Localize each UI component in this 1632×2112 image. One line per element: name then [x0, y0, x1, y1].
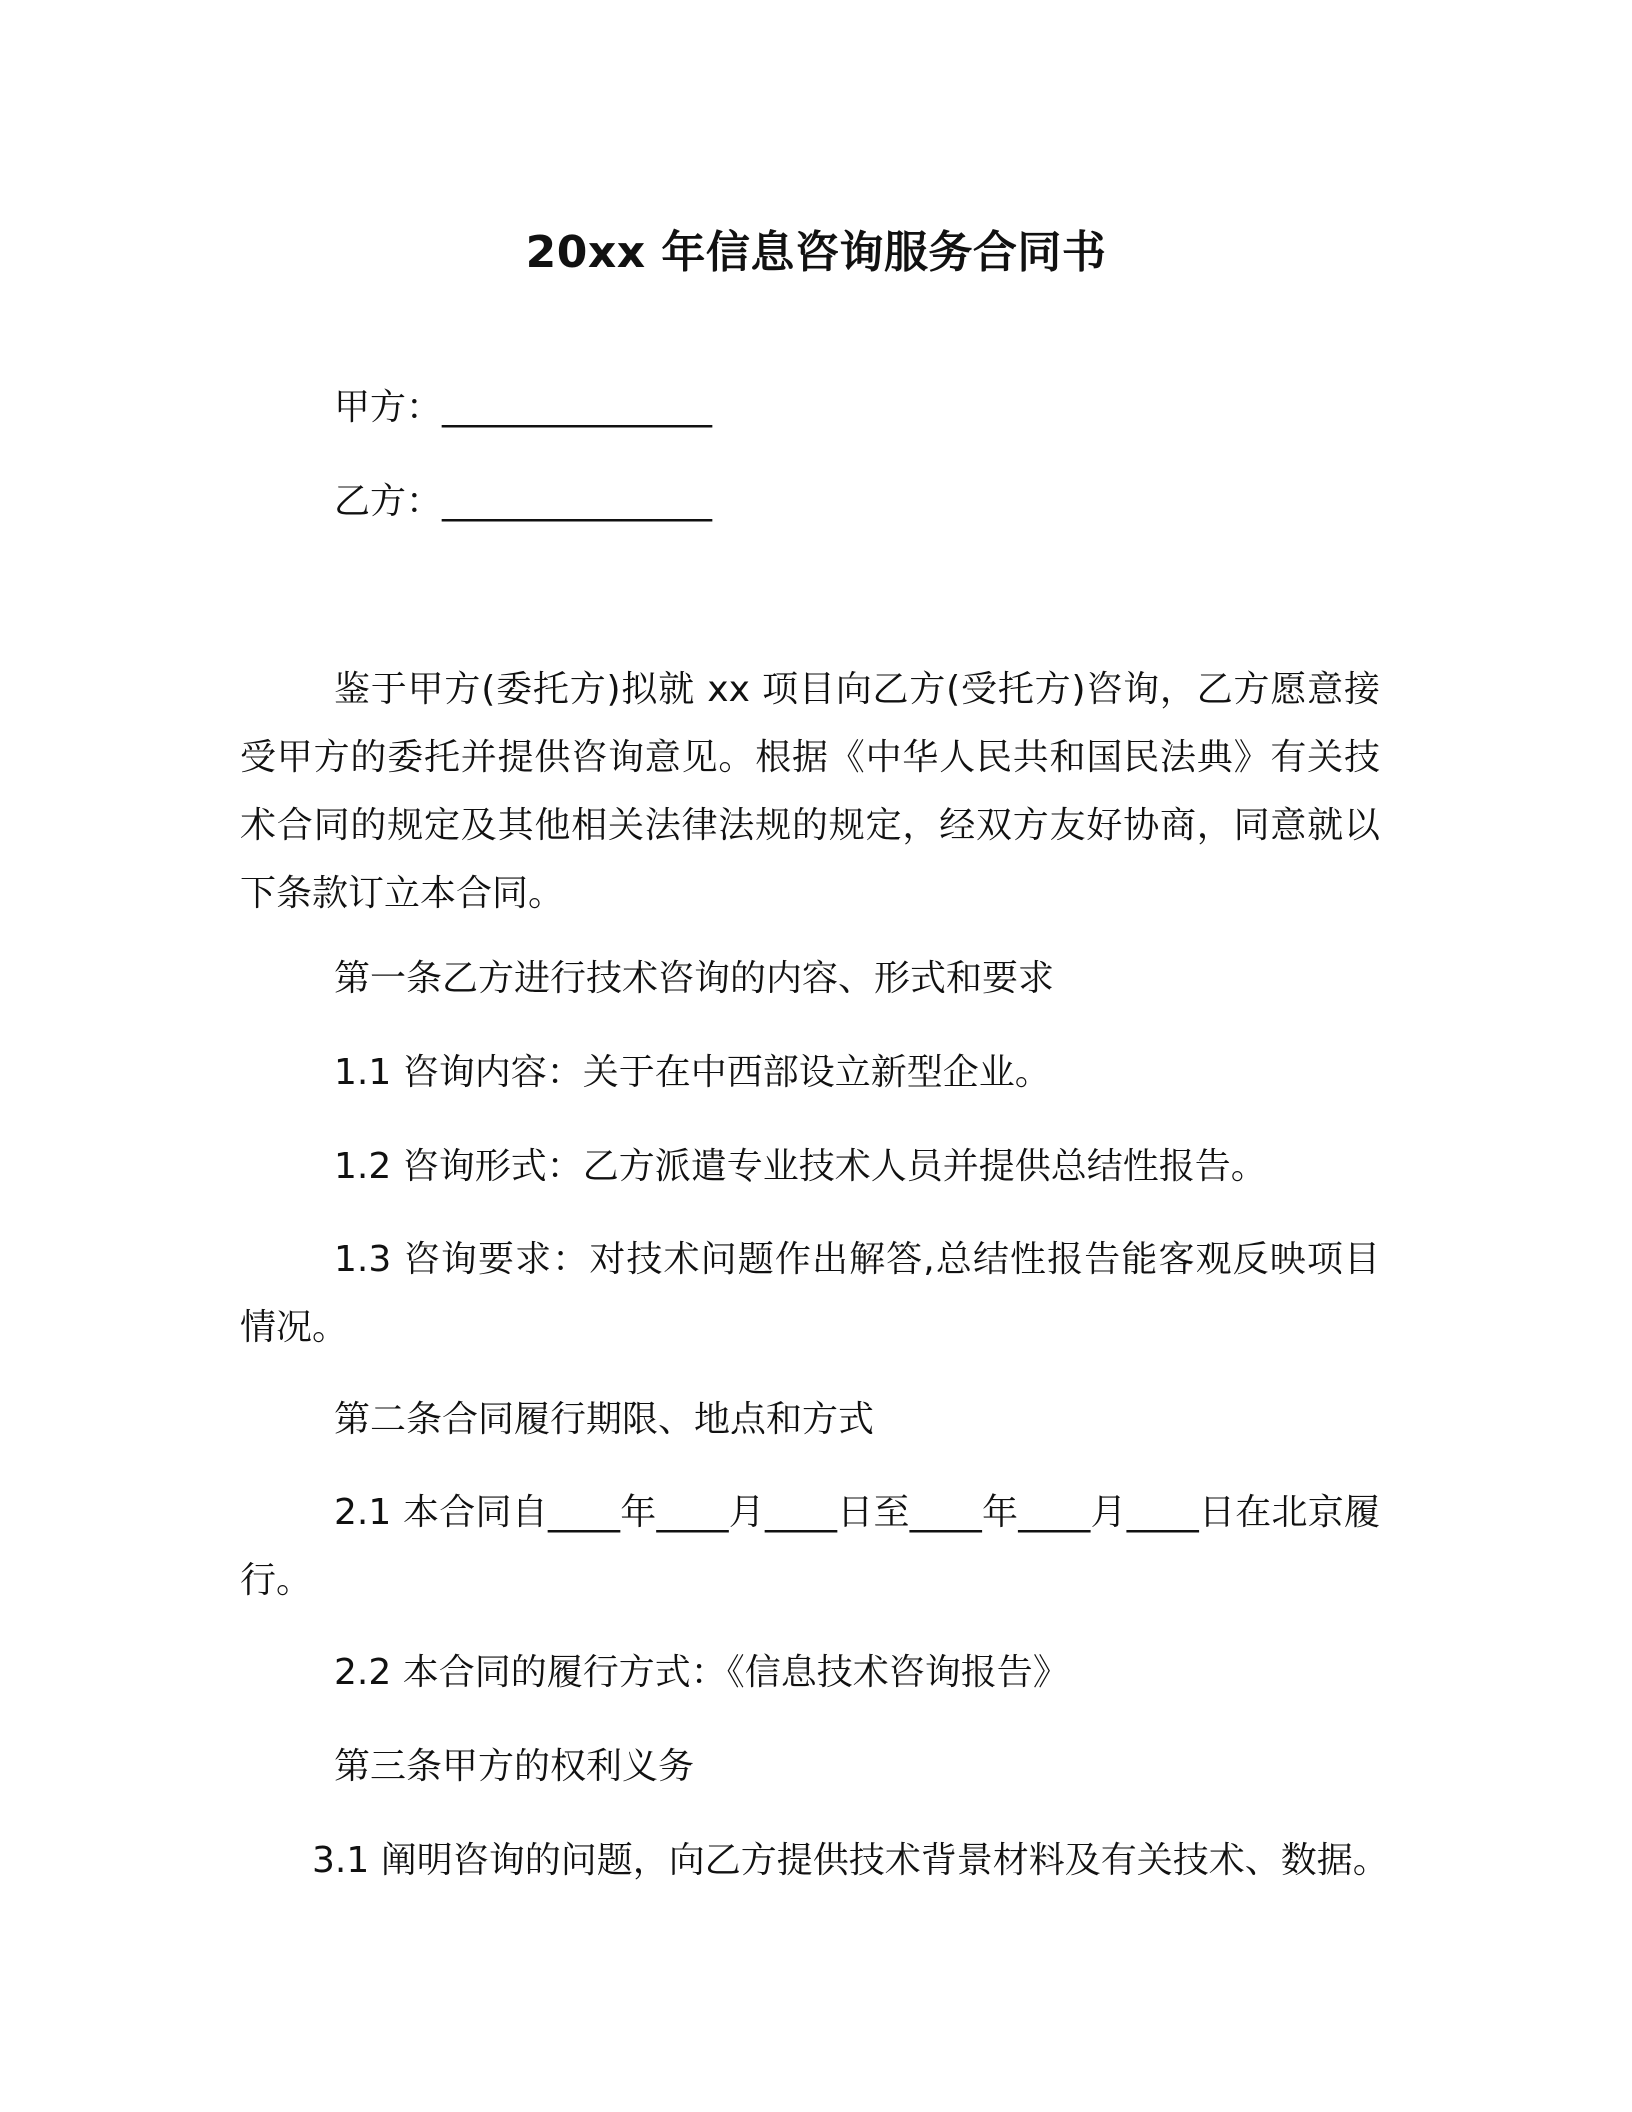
article-1-heading: 第一条乙方进行技术咨询的内容、形式和要求 — [334, 958, 1055, 999]
article-2-heading: 第二条合同履行期限、地点和方式 — [334, 1399, 875, 1440]
clause-2-2: 2.2 本合同的履行方式：《信息技术咨询报告》 — [334, 1652, 1069, 1693]
party-a-line: 甲方：_______________ — [334, 387, 713, 428]
clause-1-1: 1.1 咨询内容：关于在中西部设立新型企业。 — [334, 1052, 1051, 1093]
clause-2-1: 2.1 本合同自____年____月____日至____年____月____日在北京履行。 — [240, 1492, 1380, 1601]
clause-3-1: 3.1 阐明咨询的问题，向乙方提供技术背景材料及有关技术、数据。 — [312, 1840, 1389, 1881]
party-b-line: 乙方：_______________ — [334, 481, 713, 522]
clause-1-2: 1.2 咨询形式：乙方派遣专业技术人员并提供总结性报告。 — [334, 1146, 1267, 1187]
article-3-heading: 第三条甲方的权利义务 — [334, 1746, 695, 1787]
document-title: 20xx 年信息咨询服务合同书 — [525, 227, 1107, 278]
clause-1-3: 1.3 咨询要求：对技术问题作出解答,总结性报告能客观反映项目情况。 — [240, 1239, 1380, 1348]
preamble-paragraph: 鉴于甲方(委托方)拟就 xx 项目向乙方(受托方)咨询，乙方愿意接受甲方的委托并提供咨询意见。根据《中华人民共和国民法典》有关技术合同的规定及其他相关法律法规的规定，经双方友好协商，同意就以下条款订立本合同。 — [240, 669, 1380, 914]
